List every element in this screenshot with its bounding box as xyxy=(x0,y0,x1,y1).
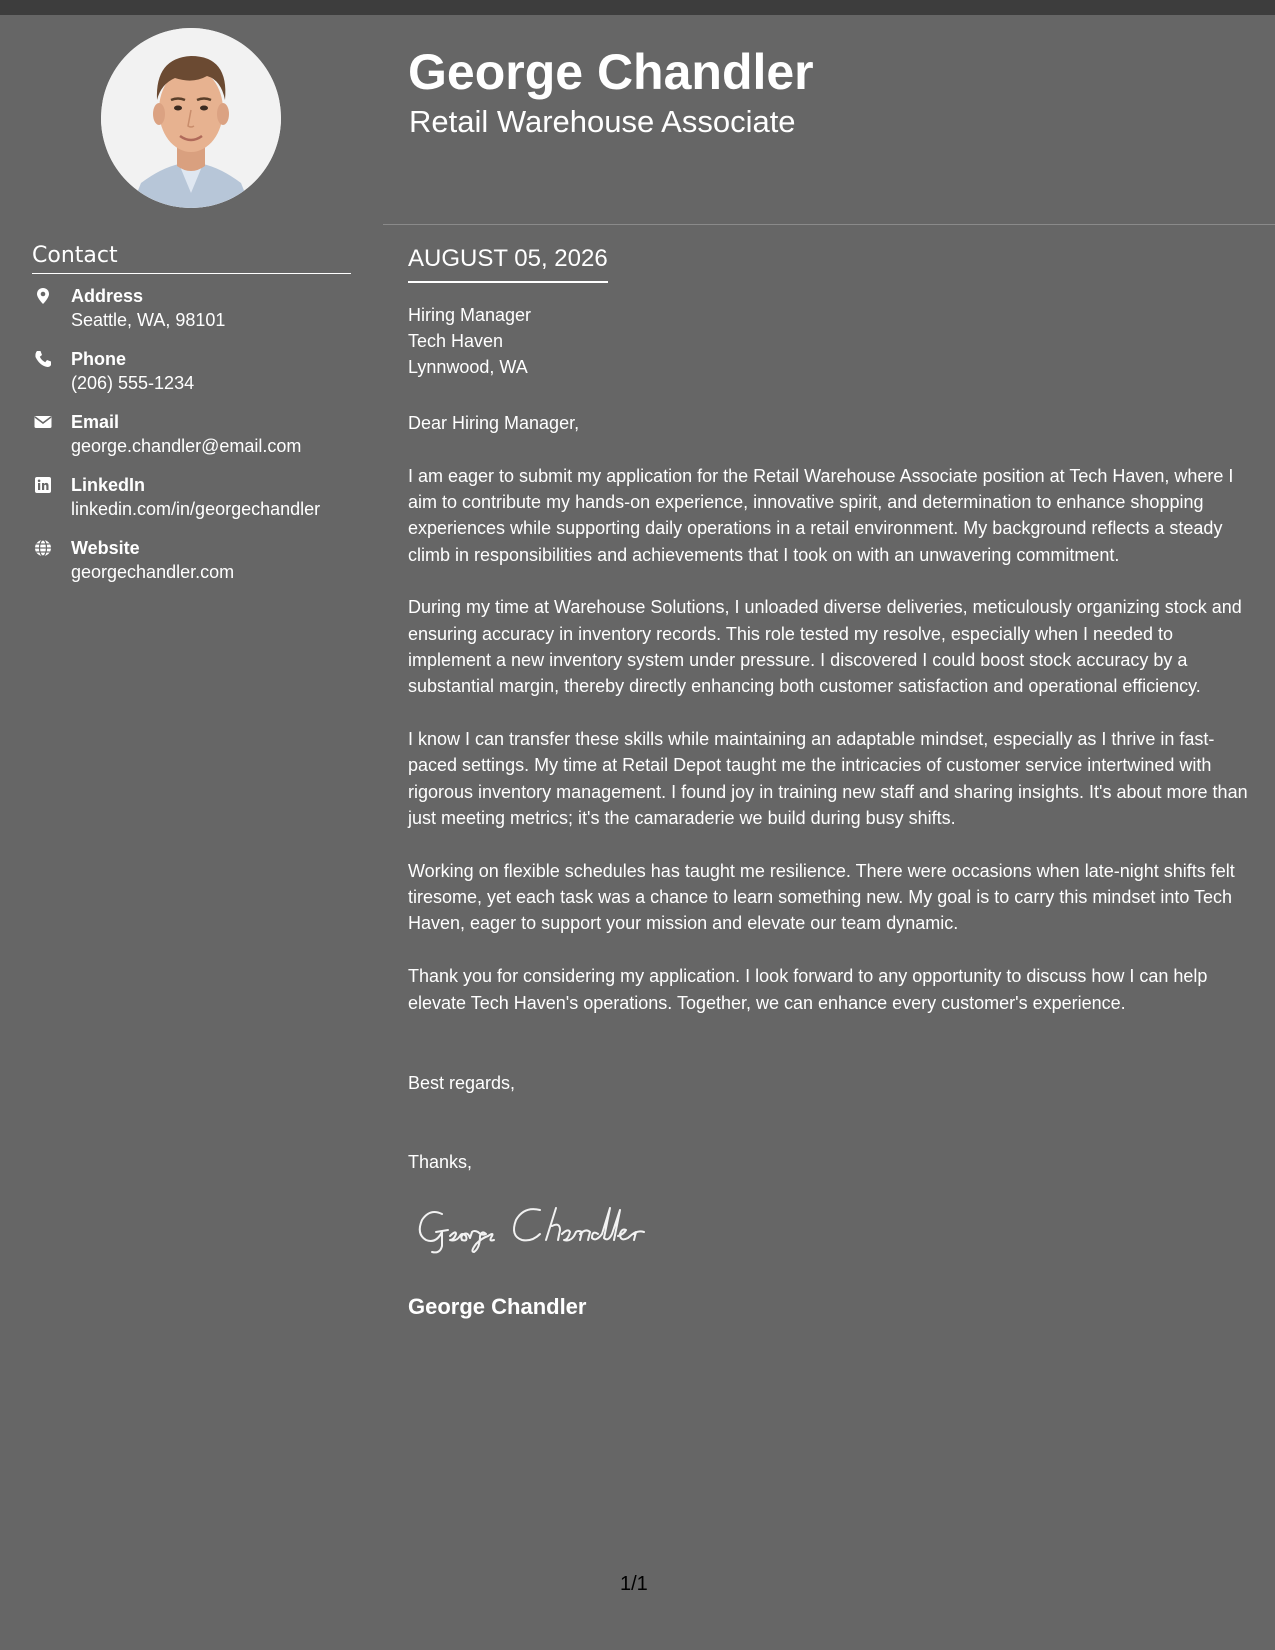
contact-linkedin xyxy=(32,474,372,537)
recipient-line: Lynnwood, WA xyxy=(408,357,528,377)
contact-value[interactable]: george.chandler@email.com xyxy=(71,436,302,456)
salutation: Dear Hiring Manager, xyxy=(408,413,580,433)
contact-phone xyxy=(32,348,372,411)
job-title: Retail Warehouse Associate xyxy=(409,104,796,139)
contact-label: Phone xyxy=(71,349,127,369)
contact-label: Address xyxy=(71,286,144,306)
recipient-line: Tech Haven xyxy=(408,331,504,351)
sidebar xyxy=(0,15,383,1650)
handwritten-signature xyxy=(412,1200,672,1260)
closing: Best regards, xyxy=(408,1073,516,1093)
contact-label: LinkedIn xyxy=(71,475,146,495)
phone-icon xyxy=(34,350,52,368)
thanks-line: Thanks, xyxy=(408,1152,473,1172)
contact-value: Seattle, WA, 98101 xyxy=(71,310,226,330)
letter-paragraph: Thank you for considering my application. I look forward to any opportunity to discuss how I can help elevate Tech Haven's operations. Together, we can enhance every customer's experience. xyxy=(408,966,1208,1013)
signer-name: George Chandler xyxy=(408,1294,587,1319)
profile-photo xyxy=(101,28,281,208)
contact-email xyxy=(32,411,372,474)
header-divider xyxy=(383,224,1275,225)
letter-paragraph: I know I can transfer these skills while maintaining an adaptable mindset, especially as I thrive in fast-paced settings. My time at Retail Depot taught me the intricacies of customer service intertwined with rigorous inventory management. I found joy in training new staff and sharing insights. It's about more than just meeting metrics; it's the camaraderie we build during busy shifts. xyxy=(408,729,1248,829)
contact-label: Email xyxy=(71,412,120,432)
contact-value[interactable]: linkedin.com/in/georgechandler xyxy=(71,499,321,519)
globe-icon xyxy=(34,539,52,557)
top-bar xyxy=(0,0,1275,15)
letter-body xyxy=(408,410,1253,1042)
contact-value: (206) 555-1234 xyxy=(71,373,195,393)
map-pin-icon xyxy=(34,287,52,305)
contact-label: Website xyxy=(71,538,140,558)
contact-address xyxy=(32,285,372,348)
recipient-block xyxy=(408,302,531,380)
linkedin-icon xyxy=(34,476,52,494)
contact-website xyxy=(32,537,372,600)
recipient-line: Hiring Manager xyxy=(408,305,532,325)
letter-paragraph: During my time at Warehouse Solutions, I unloaded diverse deliveries, meticulously organizing stock and ensuring accuracy in inventory records. This role tested my resolve, especially when I needed to implement a new inventory system under pressure. I discovered I could boost stock accuracy by a substantial margin, thereby directly enhancing both customer satisfaction and operational efficiency. xyxy=(408,597,1242,697)
contact-heading: Contact xyxy=(32,242,351,274)
envelope-icon xyxy=(34,413,52,431)
letter-date: AUGUST 05, 2026 xyxy=(408,244,608,283)
page-number: 1/1 xyxy=(620,1573,648,1595)
letter-paragraph: Working on flexible schedules has taught me resilience. There were occasions when late-night shifts felt tiresome, yet each task was a chance to learn something new. My goal is to carry this mindset into Tech Haven, eager to support your mission and elevate our team dynamic. xyxy=(408,860,1235,934)
applicant-name: George Chandler xyxy=(408,44,814,100)
contact-list xyxy=(32,285,372,600)
contact-value[interactable]: georgechandler.com xyxy=(71,562,235,582)
letter-paragraph: I am eager to submit my application for the Retail Warehouse Associate position at Tech Haven, where I aim to contribute my hands-on experience, innovative spirit, and determination to enhance shopping experiences while supporting daily operations in a retail environment. My background reflects a steady climb in responsibilities and achievements that I took on with an unwavering commitment. xyxy=(408,465,1234,565)
